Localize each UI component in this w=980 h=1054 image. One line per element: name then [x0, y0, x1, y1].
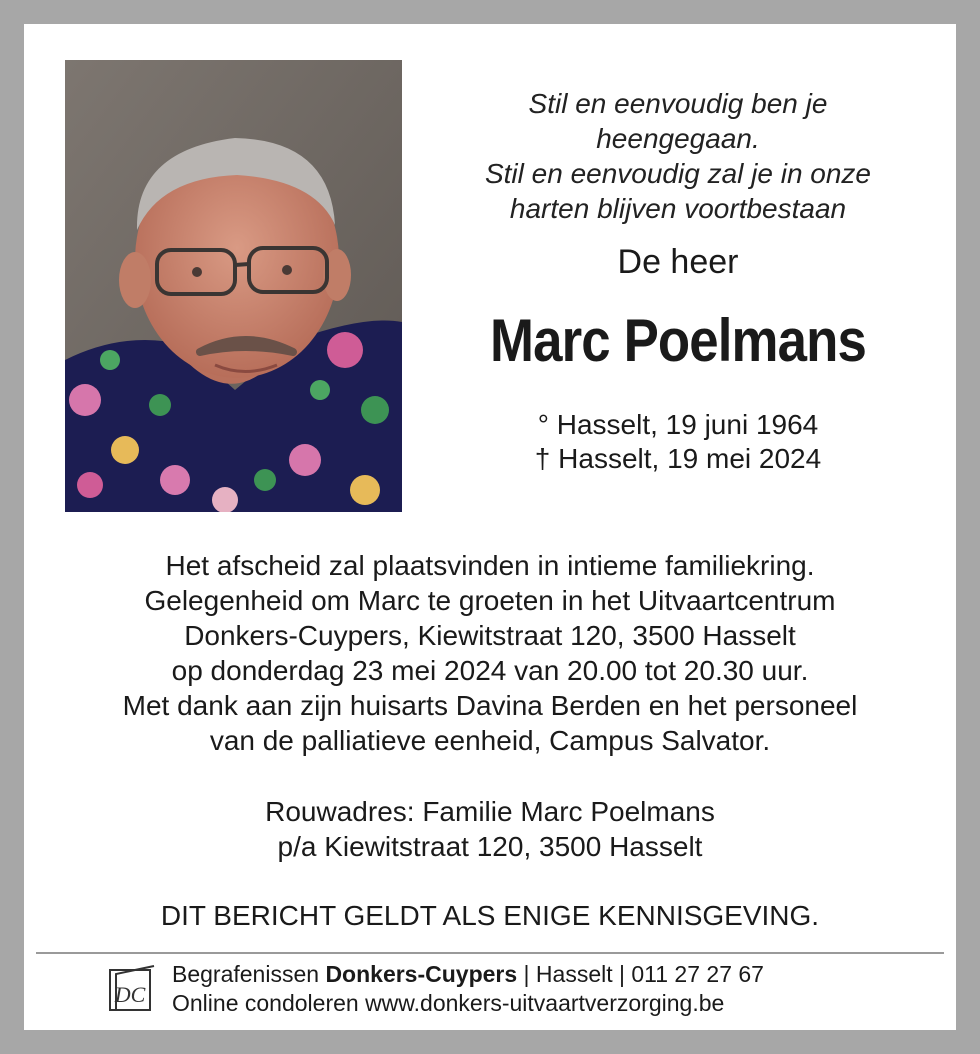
- footer-line-1: [172, 960, 764, 989]
- death-date: † Hasselt, 19 mei 2024: [534, 443, 822, 474]
- footer-prefix: Begrafenissen: [172, 961, 326, 987]
- address-line: Rouwadres: Familie Marc Poelmans: [265, 796, 715, 827]
- poem-line: harten blijven voortbestaan: [509, 193, 847, 224]
- svg-text:DC: DC: [114, 982, 146, 1007]
- mourning-address: [24, 794, 956, 864]
- poem-line: Stil en eenvoudig ben je: [528, 88, 828, 119]
- deceased-name: Marc Poelmans: [490, 307, 866, 374]
- footer: [172, 960, 764, 1018]
- portrait-illustration: [65, 60, 402, 512]
- life-dates: [428, 408, 928, 476]
- footer-brand: Donkers-Cuypers: [325, 961, 518, 987]
- notice-text: DIT BERICHT GELDT ALS ENIGE KENNISGEVING.: [160, 900, 820, 931]
- portrait-photo: [65, 60, 402, 512]
- funeral-home-logo: [108, 964, 156, 1014]
- birth-date: ° Hasselt, 19 juni 1964: [537, 409, 819, 440]
- divider: [36, 952, 944, 954]
- body-line: Met dank aan zijn huisarts Davina Berden en het personeel: [122, 690, 858, 721]
- body-line: Donkers-Cuypers, Kiewitstraat 120, 3500 Hasselt: [184, 620, 796, 651]
- address-line: p/a Kiewitstraat 120, 3500 Hasselt: [277, 831, 703, 862]
- body-line: Het afscheid zal plaatsvinden in intieme familiekring.: [165, 550, 815, 581]
- announcement-body: [24, 548, 956, 758]
- obituary-card: [24, 24, 956, 1030]
- heading-column: [428, 86, 928, 476]
- poem-line: heengegaan.: [596, 123, 760, 154]
- footer-contact: | Hasselt | 011 27 27 67: [517, 961, 764, 987]
- body-line: op donderdag 23 mei 2024 van 20.00 tot 20.30 uur.: [171, 655, 809, 686]
- poem-line: Stil en eenvoudig zal je in onze: [484, 158, 872, 189]
- poem: [428, 86, 928, 226]
- body-line: van de palliatieve eenheid, Campus Salvator.: [209, 725, 771, 756]
- salutation: De heer: [617, 243, 739, 281]
- footer-line-2[interactable]: Online condoleren www.donkers-uitvaartverzorging.be: [172, 990, 725, 1016]
- body-line: Gelegenheid om Marc te groeten in het Uitvaartcentrum: [144, 585, 836, 616]
